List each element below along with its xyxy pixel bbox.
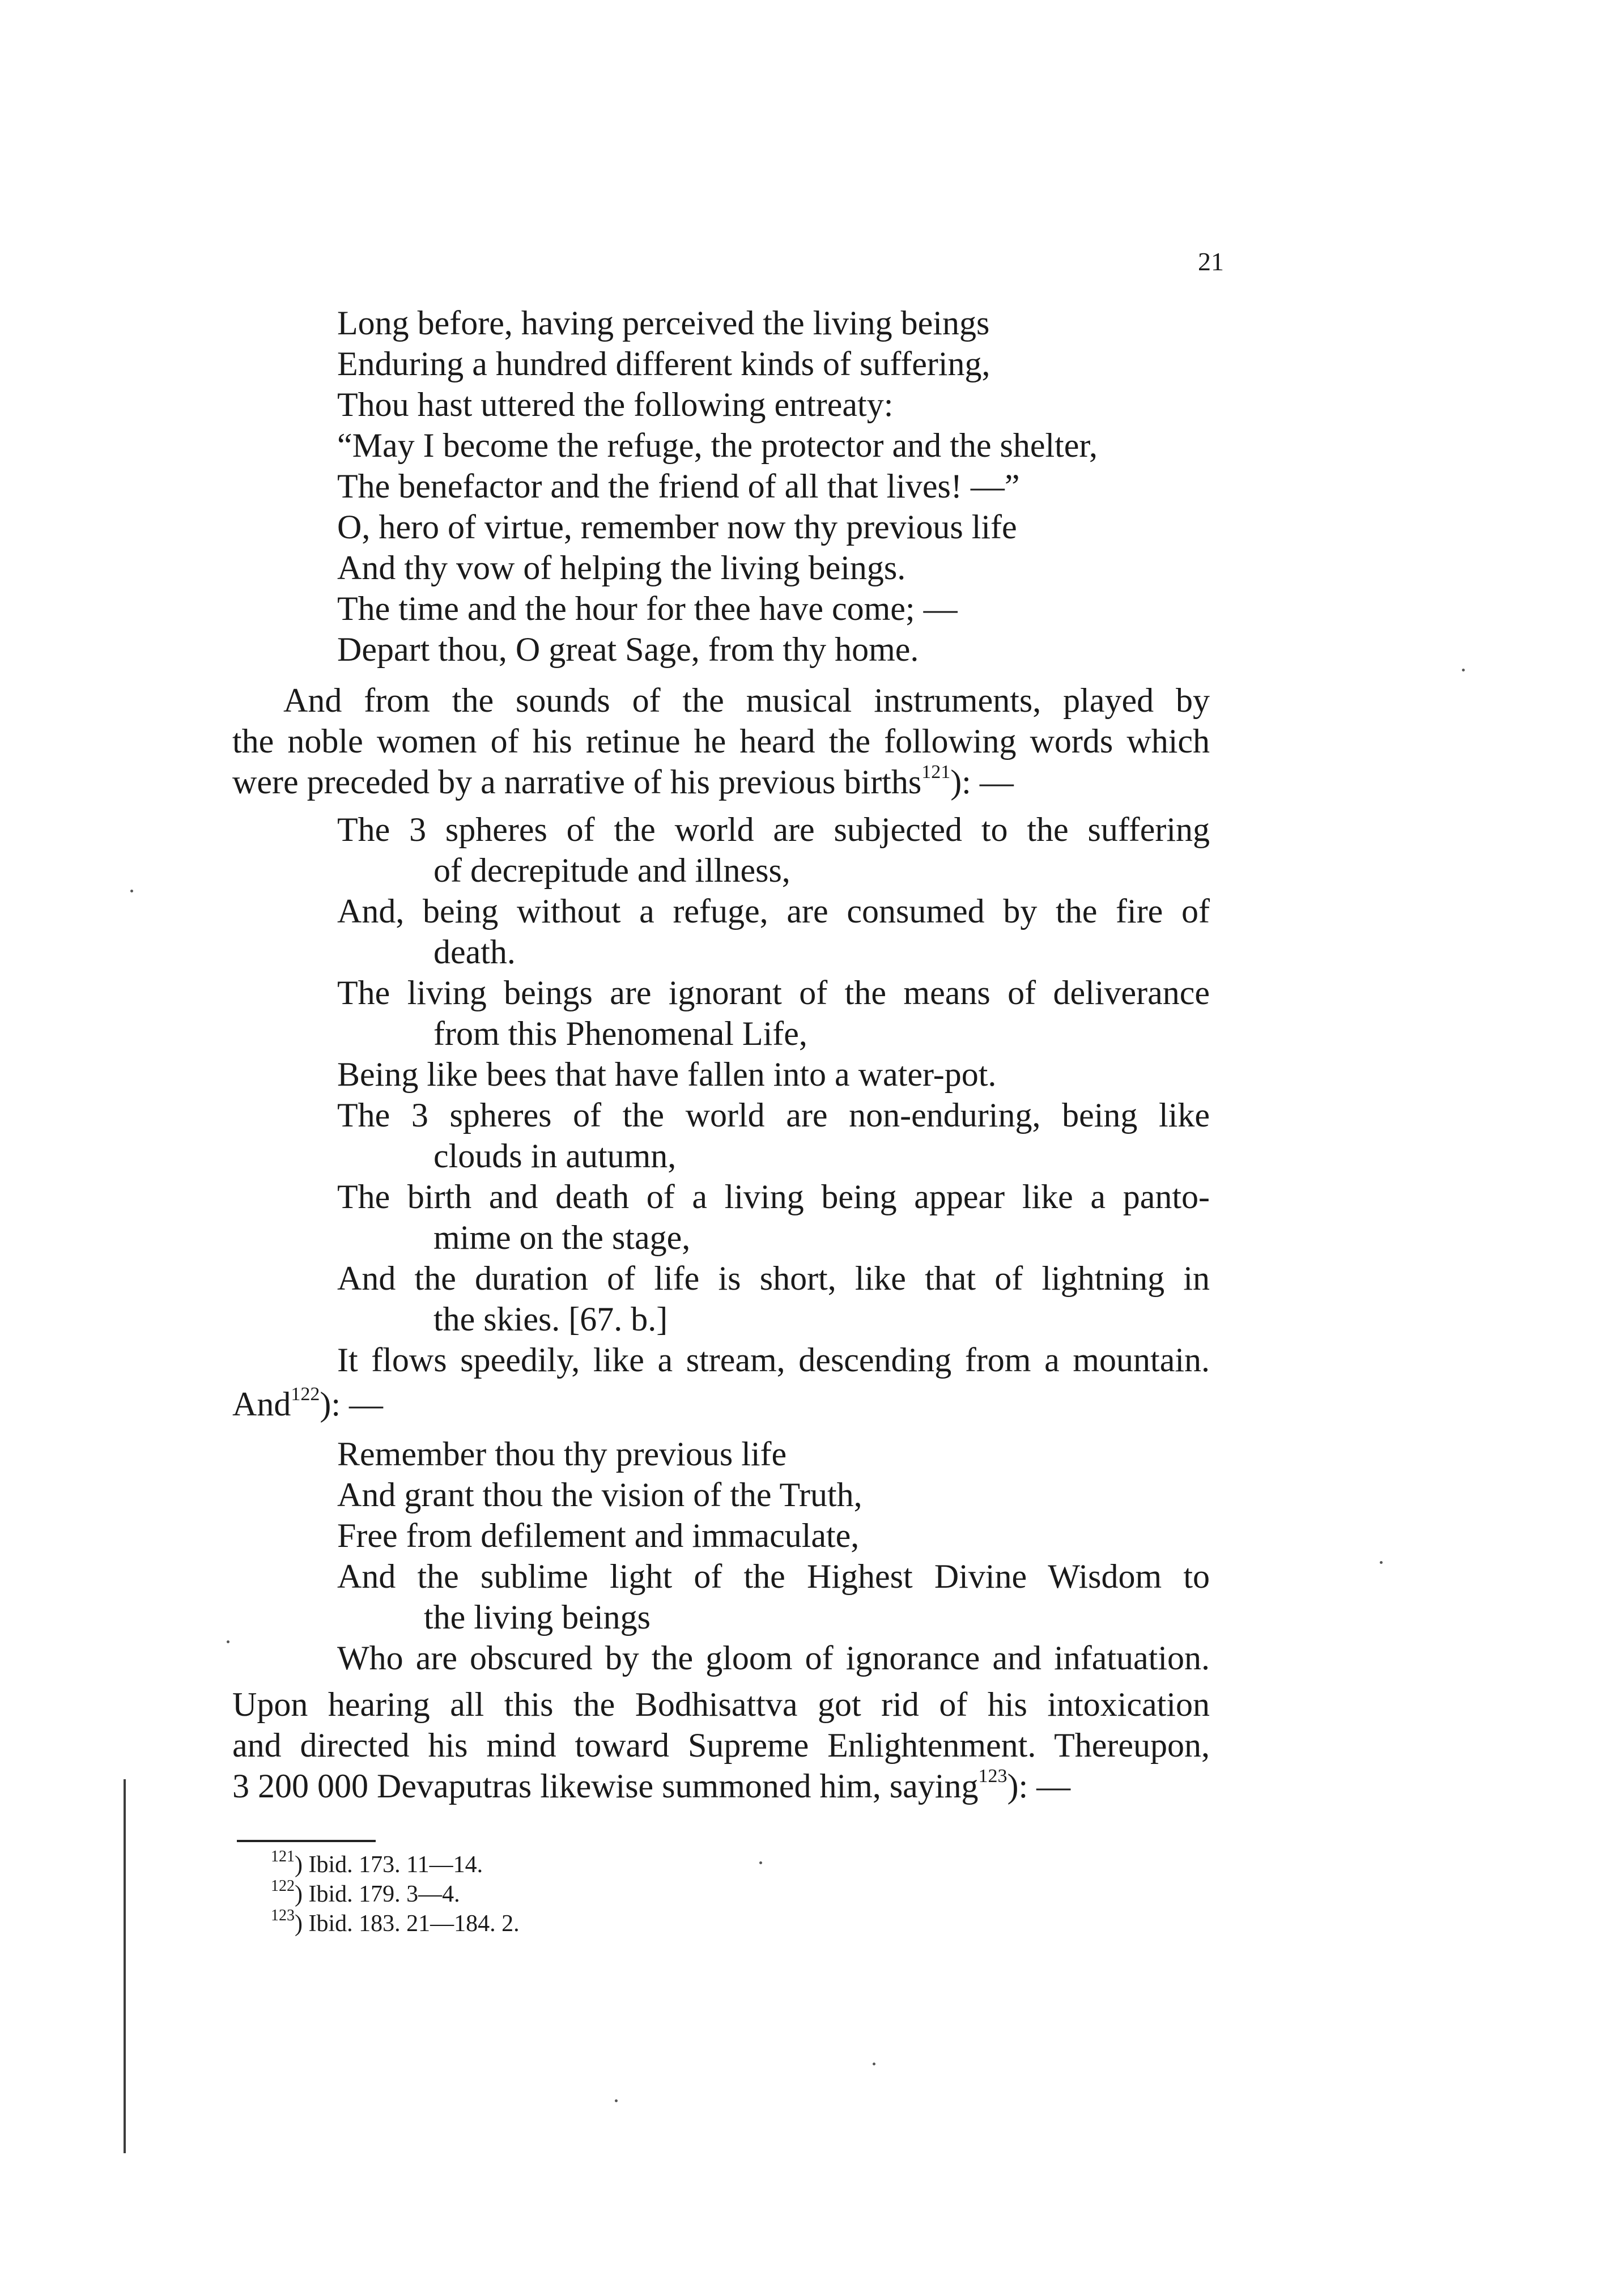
verse-line: And grant thou the vision of the Truth,: [337, 1476, 862, 1513]
verse-line-continuation: clouds in autumn,: [433, 1137, 677, 1175]
footnote-text: ) Ibid. 173. 11—14.: [295, 1852, 483, 1878]
verse-line: Long before, having perceived the living beings: [337, 304, 990, 342]
paragraph-line: the noble women of his retinue he heard the following words which: [232, 722, 1210, 760]
verse-line-continuation: from this Phenomenal Life,: [433, 1015, 807, 1052]
footnote-number: 122: [271, 1877, 295, 1895]
verse-line: The birth and death of a living being appear like a panto-: [337, 1178, 1210, 1215]
paragraph-line: And from the sounds of the musical instruments, played by: [283, 682, 1210, 719]
verse-line: Thou hast uttered the following entreaty:: [337, 386, 894, 423]
footnote: [271, 1877, 460, 1908]
line-text: 3 200 000 Devaputras likewise summoned him, saying: [232, 1767, 979, 1805]
verse-line: Remember thou thy previous life: [337, 1435, 787, 1473]
verse-line: And thy vow of helping the living beings.: [337, 549, 906, 586]
paper-speck: [1462, 669, 1465, 671]
paper-speck: [759, 1861, 762, 1864]
line-text: were preceded by a narrative of his previous births: [232, 763, 922, 801]
paragraph-line: Upon hearing all this the Bodhisattva got rid of his intoxication: [232, 1686, 1210, 1723]
footnote-number: 123: [271, 1907, 295, 1924]
verse-line: The benefactor and the friend of all that lives! —”: [337, 467, 1020, 505]
footnote-ref: 121: [921, 762, 951, 783]
verse-line: The living beings are ignorant of the means of deliverance: [337, 974, 1210, 1011]
verse-line: And the duration of life is short, like that of lightning in: [337, 1260, 1210, 1297]
line-text: ): —: [320, 1385, 383, 1423]
footnote-text: ) Ibid. 179. 3—4.: [295, 1881, 460, 1907]
footnote: [271, 1848, 483, 1878]
page-number: 21: [1198, 247, 1224, 276]
verse-line: The time and the hour for thee have come; —: [337, 590, 958, 627]
footnote-ref: 122: [291, 1384, 320, 1405]
line-text: ): —: [950, 763, 1014, 801]
line-text: ): —: [1007, 1767, 1071, 1805]
verse-line: It flows speedily, like a stream, descending from a mountain.: [337, 1341, 1210, 1379]
paper-speck: [130, 890, 133, 892]
verse-line-continuation: of decrepitude and illness,: [433, 852, 790, 889]
verse-line: And, being without a refuge, are consumed by the fire of: [337, 892, 1210, 930]
paper-speck: [615, 2099, 618, 2102]
verse-line: The 3 spheres of the world are subjected to the suffering: [337, 811, 1210, 848]
verse-line: O, hero of virtue, remember now thy previous life: [337, 508, 1017, 546]
paper-speck: [1380, 1561, 1383, 1564]
paragraph-line: and directed his mind toward Supreme Enlightenment. Thereupon,: [232, 1727, 1210, 1764]
paper-speck: [873, 2063, 875, 2065]
footnote-number: 121: [271, 1848, 295, 1865]
paragraph-line: [232, 1766, 1070, 1806]
paragraph-line: [232, 762, 1014, 802]
verse-line: Enduring a hundred different kinds of suffering,: [337, 345, 990, 382]
verse-line-continuation: death.: [433, 933, 516, 971]
verse-line: And the sublime light of the Highest Divine Wisdom to: [337, 1558, 1210, 1595]
verse-line-continuation: mime on the stage,: [433, 1219, 691, 1256]
binding-shadow: [124, 1779, 126, 2153]
verse-line-continuation: the skies. [67. b.]: [433, 1300, 668, 1338]
footnote-text: ) Ibid. 183. 21—184. 2.: [295, 1911, 520, 1937]
paragraph-line: [232, 1384, 383, 1425]
verse-line: Who are obscured by the gloom of ignorance and infatuation.: [337, 1639, 1210, 1677]
footnote-ref: 123: [978, 1766, 1007, 1787]
verse-line: The 3 spheres of the world are non-enduring, being like: [337, 1096, 1210, 1134]
paper-speck: [227, 1640, 229, 1643]
line-text: And: [232, 1385, 291, 1423]
verse-line: Being like bees that have fallen into a water-pot.: [337, 1056, 997, 1093]
footnote: [271, 1907, 520, 1937]
verse-line: “May I become the refuge, the protector and the shelter,: [337, 427, 1098, 464]
verse-line: Depart thou, O great Sage, from thy home.: [337, 631, 919, 668]
verse-line-continuation: the living beings: [424, 1598, 651, 1636]
footnote-separator: [237, 1840, 376, 1842]
verse-line: Free from defilement and immaculate,: [337, 1517, 860, 1554]
